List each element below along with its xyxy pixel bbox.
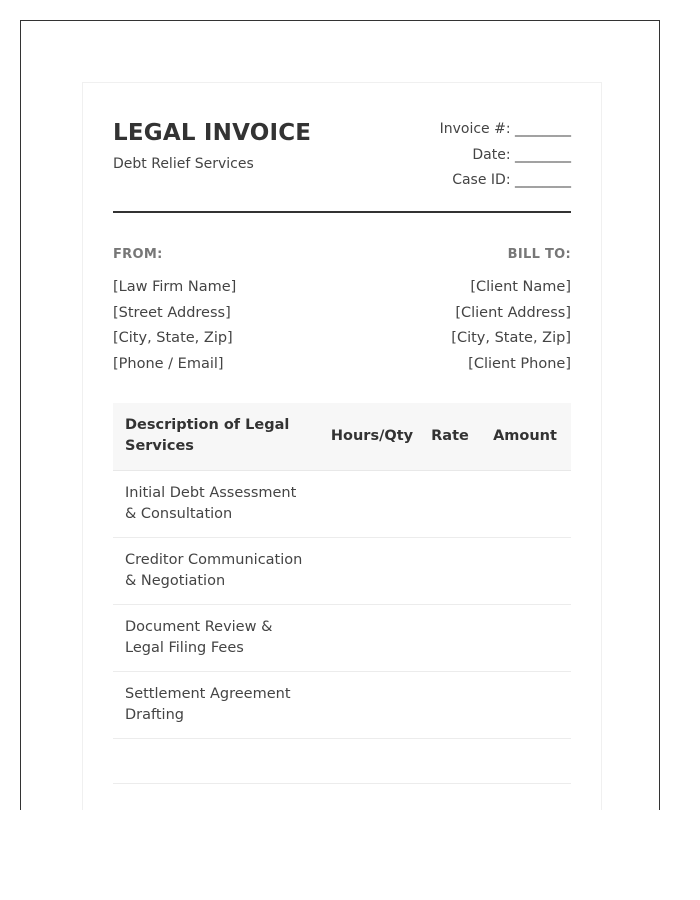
header-description: Description of Legal Services: [113, 403, 323, 470]
invoice-number-label: Invoice #:: [439, 121, 511, 137]
row-description: Initial Debt Assessment & Consultation: [113, 470, 323, 537]
table-row: [113, 671, 571, 738]
bill-to-client-name: [Client Name]: [470, 279, 571, 295]
invoice-number-value: ________: [515, 121, 571, 137]
invoice-number-row: [440, 117, 571, 143]
row-description: Document Review & Legal Filing Fees: [113, 604, 323, 671]
table-row: [113, 537, 571, 604]
invoice-content: [113, 83, 571, 723]
row-hours: [323, 470, 421, 537]
row-hours: [323, 537, 421, 604]
invoice-header: [113, 83, 571, 213]
row-amount: [479, 470, 571, 537]
row-hours-empty: [323, 738, 421, 783]
invoice-meta: [440, 117, 571, 194]
from-city-state-zip: [City, State, Zip]: [113, 330, 233, 346]
table-header-row: [113, 403, 571, 470]
invoice-sheet: [82, 82, 602, 810]
bill-to-heading: BILL TO:: [507, 247, 571, 262]
case-id-value: ________: [515, 172, 571, 188]
row-hours: [323, 671, 421, 738]
services-table: [113, 403, 571, 784]
bill-to-city-state-zip: [City, State, Zip]: [451, 330, 571, 346]
row-amount: [479, 671, 571, 738]
row-hours: [323, 604, 421, 671]
row-rate: [421, 470, 479, 537]
from-firm-name: [Law Firm Name]: [113, 279, 237, 295]
invoice-title: LEGAL INVOICE: [113, 120, 312, 146]
row-amount: [479, 604, 571, 671]
header-amount: Amount: [479, 403, 571, 470]
bill-to-block: [451, 247, 571, 377]
invoice-date-value: ________: [515, 146, 571, 163]
row-rate-empty: [421, 738, 479, 783]
row-description-empty: [113, 738, 323, 783]
invoice-date-row: [440, 143, 571, 169]
bill-to-client-phone: [Client Phone]: [468, 355, 571, 372]
invoice-date-label: Date:: [472, 146, 511, 163]
row-rate: [421, 537, 479, 604]
table-row-empty: [113, 738, 571, 783]
table-row: [113, 604, 571, 671]
bill-to-client-address: [Client Address]: [455, 304, 571, 321]
from-heading: FROM:: [113, 247, 163, 262]
row-amount: [479, 537, 571, 604]
row-rate: [421, 604, 479, 671]
page-frame: [20, 20, 660, 810]
from-street-address: [Street Address]: [113, 304, 231, 321]
row-description: Creditor Communication & Negotiation: [113, 537, 323, 604]
header-rate: Rate: [421, 403, 479, 470]
table-row: [113, 470, 571, 537]
row-amount-empty: [479, 738, 571, 783]
row-rate: [421, 671, 479, 738]
from-block: [113, 247, 236, 377]
case-id-label: Case ID:: [452, 172, 511, 188]
row-description: Settlement Agreement Drafting: [113, 671, 323, 738]
header-hours-qty: Hours/Qty: [323, 403, 421, 470]
invoice-subtitle: Debt Relief Services: [113, 156, 254, 172]
case-id-row: [440, 168, 571, 194]
from-phone-email: [Phone / Email]: [113, 355, 224, 372]
parties-section: [113, 213, 571, 403]
